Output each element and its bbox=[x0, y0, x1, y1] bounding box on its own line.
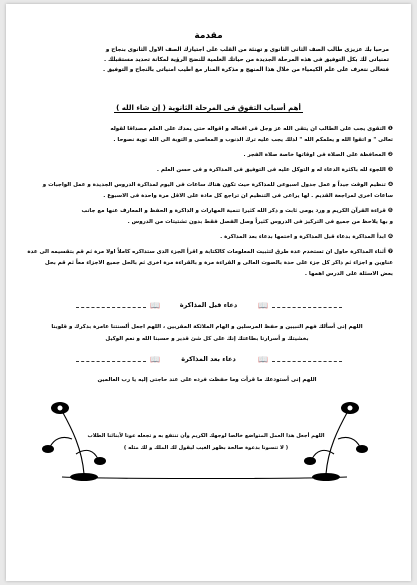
tip-3 bbox=[21, 165, 393, 175]
page-title: مقدمة bbox=[194, 31, 223, 41]
book-icon: 📖 bbox=[258, 301, 268, 310]
tip-4-cont: ساعات اخرى لمراجعة القديم . لها يراعى فى التنظيم ان تراجع كل مادة على الاقل مرة واحدة فى الاسبوع . bbox=[103, 193, 393, 199]
document-page bbox=[6, 4, 411, 581]
tip-1 bbox=[21, 124, 393, 134]
divider-right bbox=[272, 361, 342, 362]
tip-1-cont: تعالى " و اتقوا الله و يعلمكم الله " لذلك يجب عليه ترك الذنوب و المعاصى و التوبة الى الله توبة نصوحا . bbox=[113, 137, 393, 143]
intro-line-3: فتعالى نتعرف على علم الكيمياء من خلال هذا المنهج و مذكرة المنار مع اطيب امنياتى بالنجاح و التوفيق . bbox=[103, 67, 389, 73]
floral-frame-illustration bbox=[32, 399, 378, 484]
closing-line-1: اللهم أجعل هذا العمل المتواضع خالصا لوجهك الكريم وأن تنتفع به و تجعله عونا لأبنائنا الطلاب bbox=[87, 433, 325, 439]
after-study-line-1: اللهم إنى أستودعك ما قرأت وما حفظت فرده على عند حاجتى إليه يا رب العالمين bbox=[97, 377, 317, 383]
divider-right bbox=[272, 307, 342, 308]
book-icon: 📖 bbox=[150, 301, 160, 310]
tip-5-cont: و بها يلاحظ من جميع فى التركيز فى الدروس كثيراً وصل الفصل فقط بدون تشتيتات من الدروس . bbox=[127, 219, 393, 225]
tip-3-text: اللجوء لله باكثرة الدعاء له و التوكل عليه فى التوفيق فى المذاكرة و فى حسن العلم . bbox=[156, 167, 386, 173]
tip-7-cont: عناوين و اجزاء ثم ذاكر كل جزء على حدة بالصوت العالى و القراءة مرة و بالقراءة مرة اخرى ثم بالحل جميع الاجزاء معاً ثم قم بحل bbox=[44, 260, 393, 266]
tip-4-text: تنظيم الوقت جيداً و عمل جدول اسبوعى للمذاكرة حيث تكون هناك ساعات فى اليوم لمذاكرة الدروس الجديدة و عمل الواجبات و bbox=[42, 182, 386, 188]
tip-7-text: أثناء المذاكرة حاول ان تستخدم عدة طرق لتثبيت المعلومات كالكتابة و اقرأ الجزء الذى ستذاكره كاملاً اولا مرة ثم قم بتقسيمه الى عدة bbox=[27, 249, 386, 255]
bullet-icon: ❸ bbox=[385, 166, 393, 173]
bullet-icon: ❻ bbox=[385, 233, 393, 240]
tip-6-text: ابدأ المذاكرة بدعاء قبل المذاكرة و اختمها بدعاء بعد المذاكرة . bbox=[220, 234, 386, 240]
bullet-icon: ❼ bbox=[385, 248, 393, 255]
tips-heading bbox=[6, 104, 411, 112]
tip-2-text: المحافظة على الصلاة فى اوقاتها خاصة صلاة الفجر . bbox=[243, 152, 386, 158]
tips-heading-text: أهم أسباب التفوق فى المرحلة الثانوية ( إن شاء الله ) bbox=[116, 104, 301, 112]
intro-line-1: مرحبا بك عزيزى طالب الصف الثانى الثانوى و تهنئة من القلب على اجتيازك الصف الاول الثانوى بنجاح و bbox=[105, 47, 389, 53]
tip-7 bbox=[21, 247, 393, 257]
before-study-line-2: بخشيتك و أسرارنا بطاعتك إنك على كل شئ قدير و حسبنا الله و نعم الوكيل bbox=[105, 336, 309, 342]
tip-6 bbox=[21, 232, 393, 242]
after-study-heading: دعاء بعد المذاكرة bbox=[181, 355, 236, 363]
intro-line-2: تمنياتى لك بكل التوفيق فى هذه المرحلة الجديدة من حياتك العلمية للنضج الرؤية لمكانة تحديد مستقبلك . bbox=[103, 57, 389, 63]
tip-4 bbox=[21, 180, 393, 190]
bullet-icon: ❷ bbox=[385, 151, 393, 158]
before-study-heading: دعاء قبل المذاكرة bbox=[179, 301, 238, 309]
tip-7-cont-2: بعض الاسئلة على الدرس اهمها . bbox=[304, 271, 393, 277]
closing-line-2: ( لا تنسونا بدعوة صالحة بظهر الغيب ليقول لك الملك و لك مثله ) bbox=[123, 445, 289, 451]
bullet-icon: ❶ bbox=[385, 125, 393, 132]
before-study-line-1: اللهم إنى أسألك فهم النبيين و حفظ المرسلين و الهام الملائكة المقربين ، اللهم اجعل ألسنتنا عامرة بذكرك و قلوبنا bbox=[51, 324, 363, 330]
tip-2 bbox=[21, 150, 393, 160]
tip-5 bbox=[21, 206, 393, 216]
book-icon: 📖 bbox=[258, 355, 268, 364]
book-icon: 📖 bbox=[150, 355, 160, 364]
tip-5-text: قراءة القرآن الكريم و ورد يومى ثابت و ذكر الله كثيرا تنمية المهارات و الذاكرة و الحفظ و المعارف عنها مع جانب bbox=[81, 208, 386, 214]
tip-1-text: التقوى يجب على الطالب ان يتقى الله عز وجل فى افعاله و اقواله حتى يمدك على العلم مصداقا لقوله bbox=[110, 126, 386, 132]
bullet-icon: ❹ bbox=[385, 181, 393, 188]
bullet-icon: ❺ bbox=[385, 207, 393, 214]
